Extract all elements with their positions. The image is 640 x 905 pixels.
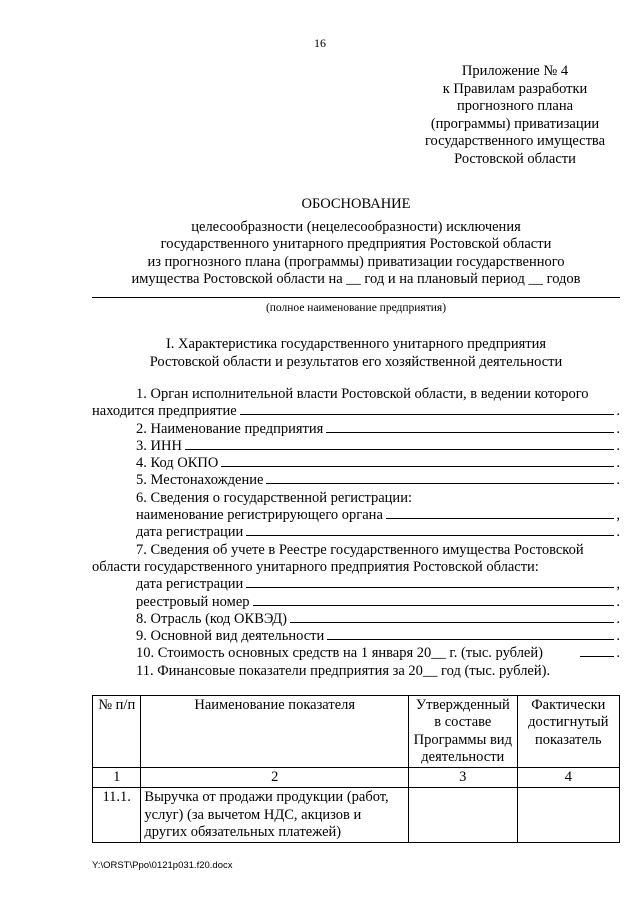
punct: ,: [616, 507, 620, 524]
item-9-label: 9. Основной вид деятельности: [136, 628, 325, 645]
punct: .: [616, 437, 620, 454]
column-number: 4: [517, 768, 619, 788]
section-title-line: Ростовской области и результатов его хозяйственной деятельности: [149, 353, 563, 370]
row-actual-value[interactable]: [517, 788, 619, 843]
item-6: [92, 490, 620, 507]
item-10-label: 10. Стоимость основных средств на 1 января 20__ г. (тыс. рублей): [136, 645, 543, 662]
form-items: [92, 386, 620, 680]
table-header-row: [93, 696, 620, 768]
header-cell: Утвержденный в составе Программы вид деятельности: [408, 696, 517, 768]
page-number: 16: [314, 36, 326, 50]
item-3: [92, 438, 620, 455]
item-1-line-a: [92, 386, 620, 403]
item-4-field[interactable]: [221, 465, 614, 467]
item-6-b-label: дата регистрации: [136, 524, 244, 541]
item-5-label: 5. Местонахождение: [136, 472, 264, 489]
title-line: государственного унитарного предприятия Ростовской области: [160, 236, 552, 253]
item-7-line-b: [92, 559, 620, 576]
document-title: [80, 196, 632, 289]
financial-indicators-table: [92, 695, 620, 843]
item-4: [92, 455, 620, 472]
item-7-line-a: [92, 542, 620, 559]
item-4-label: 4. Код ОКПО: [136, 455, 219, 472]
item-3-field[interactable]: [185, 448, 614, 450]
title-heading: ОБОСНОВАНИЕ: [301, 196, 411, 212]
table-row: [93, 788, 620, 843]
header-cell: № п/п: [93, 696, 141, 768]
item-1-label-b: находится предприятие: [92, 403, 237, 420]
appendix-block: [400, 63, 630, 169]
item-6-b-field[interactable]: [246, 534, 614, 536]
file-path-footer: Y:\ORST\Ppo\0121p031.f20.docx: [92, 860, 233, 871]
punct: .: [616, 645, 620, 662]
item-2: [92, 421, 620, 438]
item-7-d-label: реестровый номер: [136, 593, 250, 610]
title-line: целесообразности (нецелесообразности) исключения: [191, 218, 521, 235]
header-cell: Наименование показателя: [141, 696, 409, 768]
appendix-line: Ростовской области: [454, 150, 576, 167]
item-7-c: [92, 576, 620, 593]
row-number: 11.1.: [93, 788, 141, 843]
enterprise-name-caption: (полное наименование предприятия): [265, 302, 447, 314]
title-line: имущества Ростовской области на __ год и на плановый период __ годов: [131, 271, 581, 288]
item-7-label-b: области государственного унитарного предприятия Ростовской области:: [92, 558, 539, 575]
item-8-label: 8. Отрасль (код ОКВЭД): [136, 610, 287, 627]
item-11: [92, 663, 620, 680]
punct: .: [616, 593, 620, 610]
item-7-c-label: дата регистрации: [136, 576, 244, 593]
item-9: [92, 628, 620, 645]
section-title-line: I. Характеристика государственного унитарного предприятия: [165, 336, 547, 352]
item-5-field[interactable]: [266, 482, 614, 484]
item-7-c-field[interactable]: [246, 586, 614, 588]
item-6-a-label: наименование регистрирующего органа: [136, 507, 383, 524]
item-2-field[interactable]: [326, 431, 614, 433]
header-cell: Фактически достигнутый показатель: [517, 696, 619, 768]
appendix-line: прогнозного плана: [456, 98, 574, 115]
column-number: 1: [93, 768, 141, 788]
punct: .: [616, 455, 620, 472]
punct: .: [616, 610, 620, 627]
item-10-field[interactable]: [580, 655, 614, 657]
item-8-field[interactable]: [290, 621, 614, 623]
item-5: [92, 472, 620, 489]
item-6-label: 6. Сведения о государственной регистрации:: [136, 489, 412, 506]
punct: ,: [616, 576, 620, 593]
appendix-line: Приложение № 4: [461, 63, 569, 79]
column-number: 3: [408, 768, 517, 788]
row-indicator-name: Выручка от продажи продукции (работ, услуг) (за вычетом НДС, акцизов и других обязательных платежей): [141, 788, 409, 843]
item-6-a-field[interactable]: [386, 517, 614, 519]
item-7-d-field[interactable]: [253, 604, 615, 606]
item-1-line-b: [92, 403, 620, 420]
item-6-a: [92, 507, 620, 524]
column-number-row: [93, 768, 620, 788]
appendix-line: к Правилам разработки: [442, 80, 588, 97]
punct: .: [616, 472, 620, 489]
item-6-b: [92, 524, 620, 541]
appendix-line: (программы) приватизации: [430, 115, 600, 132]
punct: .: [616, 628, 620, 645]
punct: .: [616, 420, 620, 437]
item-1-field[interactable]: [240, 413, 615, 415]
punct: .: [616, 403, 620, 420]
item-8: [92, 611, 620, 628]
enterprise-name-line: [92, 297, 620, 298]
item-1-label-a: 1. Орган исполнительной власти Ростовской области, в ведении которого: [136, 386, 589, 402]
item-7-d: [92, 594, 620, 611]
section-title: [92, 336, 620, 371]
item-2-label: 2. Наименование предприятия: [136, 420, 324, 437]
item-7-label-a: 7. Сведения об учете в Реестре государственного имущества Ростовской: [136, 541, 584, 558]
item-3-label: 3. ИНН: [136, 437, 182, 454]
item-10: [92, 645, 620, 662]
item-9-field[interactable]: [327, 638, 614, 640]
appendix-line: государственного имущества: [424, 133, 606, 150]
item-11-label: 11. Финансовые показатели предприятия за 20__ год (тыс. рублей).: [136, 662, 551, 679]
column-number: 2: [141, 768, 409, 788]
title-line: из прогнозного плана (программы) приватизации государственного: [147, 253, 565, 270]
punct: .: [616, 524, 620, 541]
row-approved-value[interactable]: [408, 788, 517, 843]
